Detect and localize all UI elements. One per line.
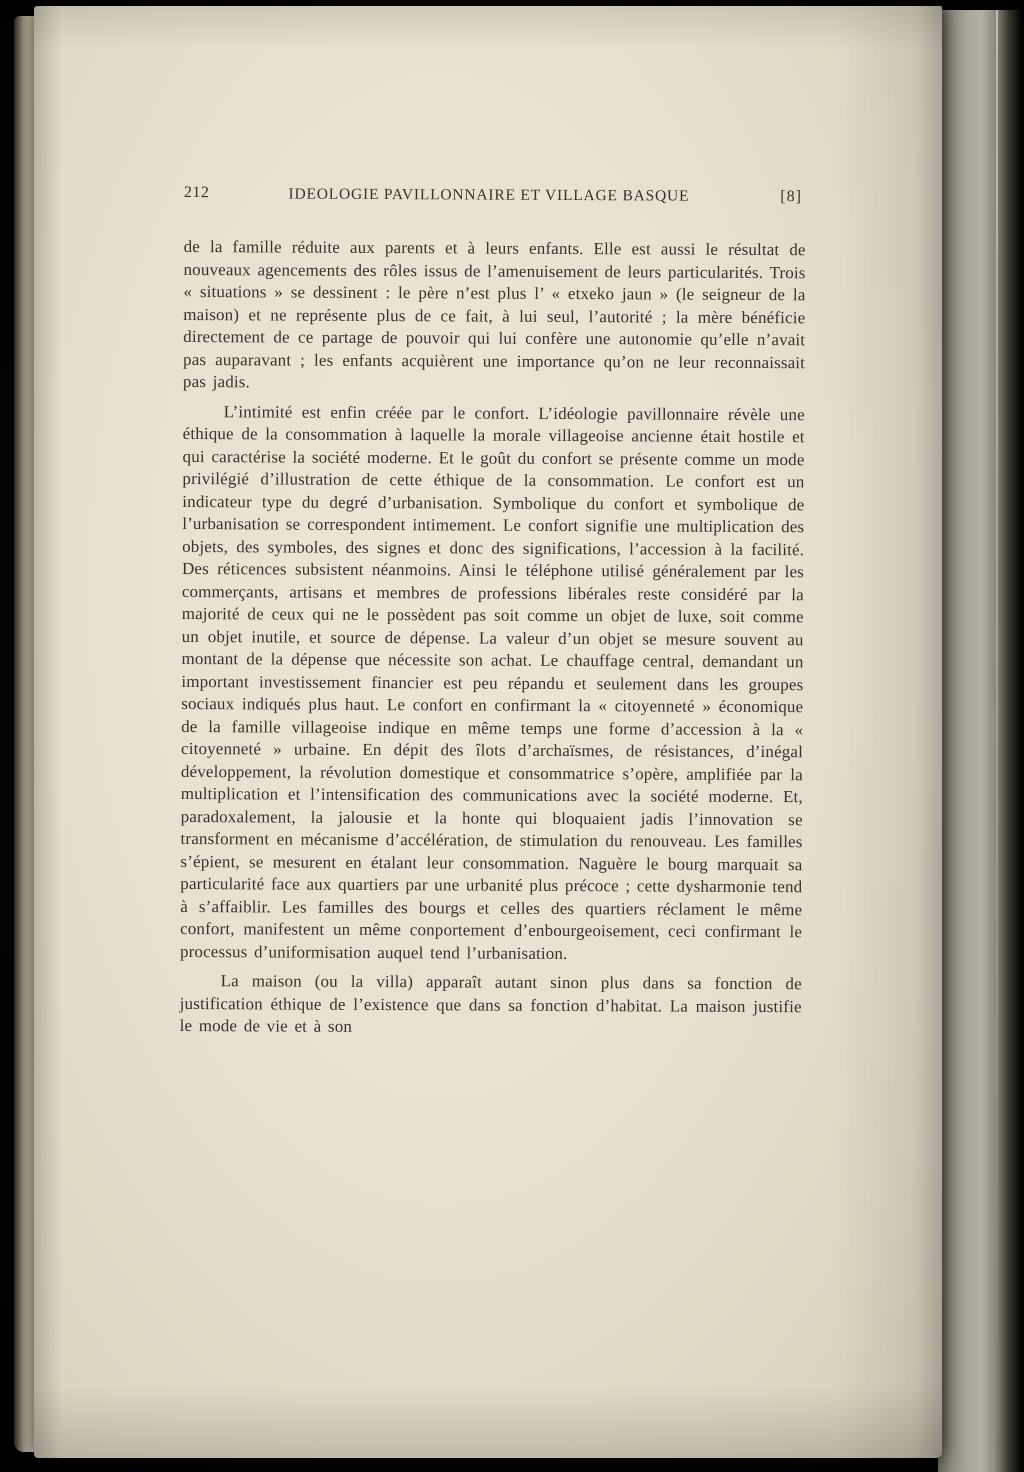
paragraph-maison: La maison (ou la villa) apparaît autant sinon plus dans sa fonction de justification éthique de l’existence que dans sa fonction d’habitat. La maison justifie le mode de vie et à son xyxy=(179,971,802,1036)
paragraph-continuation: de la famille réduite aux parents et à leurs enfants. Elle est aussi le résultat de nouveaux agencements des rôles issus de l’amenuisement de leurs particularités. Trois « situations » se dessinent : le père n’est plus l’ « etxeko jaun » (le seigneur de la maison) et ne représente plus de ce fait, à lui seul, l’autorité ; la mère bénéficie directement de ce partage de pouvoir qui lui confère une autonomie qu’elle n’avait pas auparavant ; les enfants acquièrent une importance qu’on ne leur reconnaissait pas jadis. xyxy=(182,236,806,392)
book-page xyxy=(34,6,942,1458)
facing-page-edge xyxy=(938,10,1024,1472)
body-text xyxy=(180,236,806,1041)
paragraph-intimite: L’intimité est enfin créée par le confort. L’idéologie pavillonnaire révèle une éthique de la consommation à laquelle la morale villageoise ancienne était hostile et qui caractérise la société moderne. Et le goût du confort se présente comme un mode privilégié d’illustration de cette éthique de la consommation. Le confort est un indicateur type du degré d’urbanisation. Symbolique du confort et symbolique de l’urbanisation se correspondent intimement. Le confort signifie une multiplication des objets, des symboles, des signes et donc des significations, l’accession à la facilité. Des réticences subsistent néanmoins. Ainsi le téléphone utilisé généralement par les commerçants, artisans et membres de professions libérales reste considéré par la majorité de ceux qui ne le possèdent pas soit comme un objet de luxe, soit comme un objet inutile, et source de dépense. La valeur d’un objet se mesure souvent au montant de la dépense que nécessite son achat. Le chauffage central, demandant un important investissement financier est peu répandu et seulement dans les groupes sociaux indiqués plus haut. Le confort en confirmant la « citoyenneté » économique de la famille villageoise indique en même temps une forme d’accession à la « citoyenneté » urbaine. En dépit des îlots d’archaïsmes, de résistances, d’inégal développement, la révolution domestique et consommatrice s’opère, amplifiée par la multiplication et l’intensification des communications avec la société moderne. Et, paradoxalement, la jalousie et la honte qui bloquaient jadis l’innovation se transforment en mécanisme d’accélération, de stimulation du renouveau. Les familles s’épient, se mesurent en étalant leur consommation. Naguère le bourg marquait sa particularité face aux quartiers par une urbanité plus précoce ; cette dysharmonie tend à s’affaiblir. Les familles des bourgs et celles des quartiers réclament le même confort, manifestent un même conportement d’enbourgeoisement, ceci confirmant le processus d’uniformisation auquel tend l’urbanisation. xyxy=(179,401,805,963)
folio-bracket: [8] xyxy=(780,188,802,206)
page-number: 212 xyxy=(183,184,210,202)
running-title: IDEOLOGIE PAVILLONNAIRE ET VILLAGE BASQUE xyxy=(288,185,690,205)
page-header xyxy=(184,184,806,211)
page-content xyxy=(180,184,806,1041)
